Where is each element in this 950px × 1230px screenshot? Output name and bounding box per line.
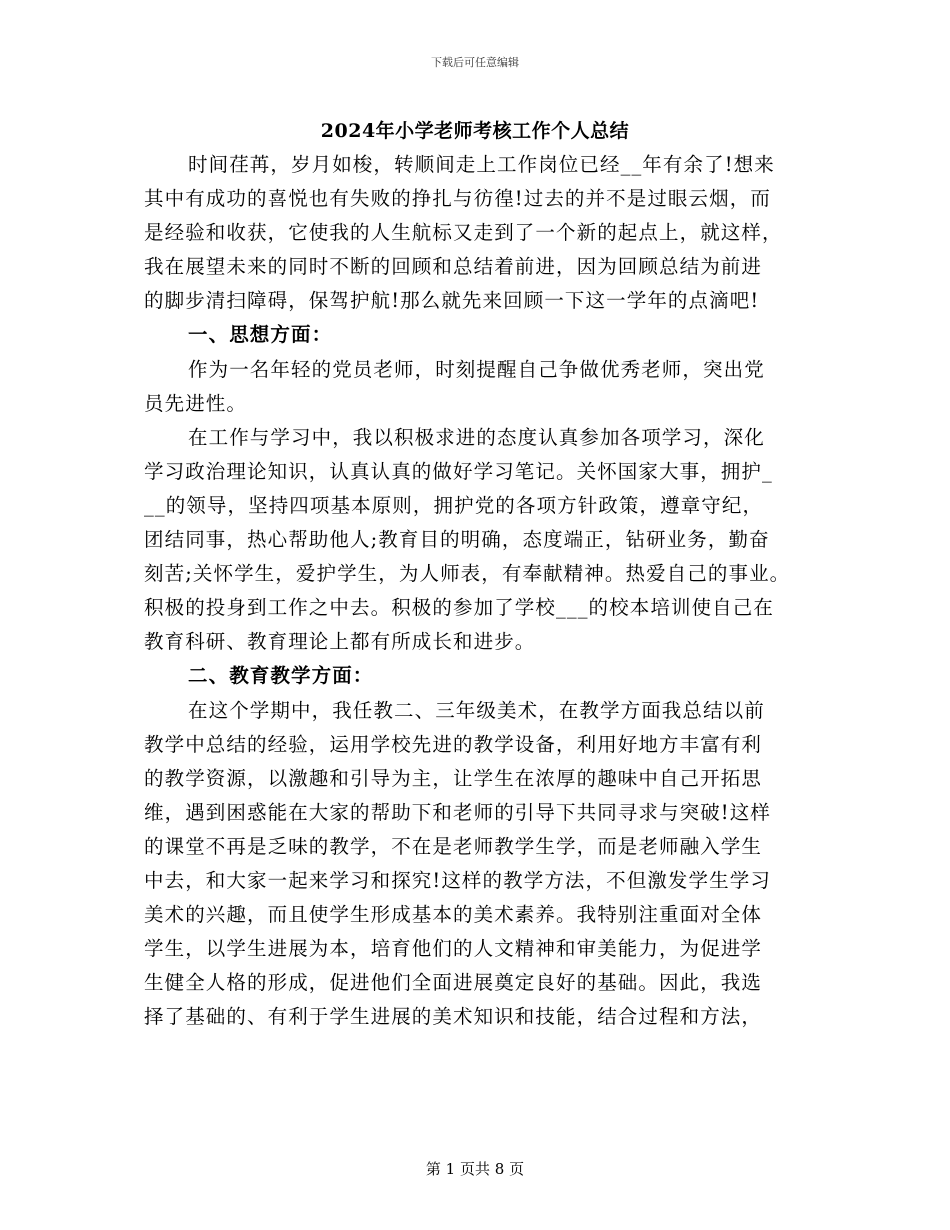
- paragraph-line: 其中有成功的喜悦也有失败的挣扎与彷徨!过去的并不是过眼云烟，而: [144, 187, 771, 211]
- paragraph-line: 择了基础的、有利于学生进展的美术知识和技能，结合过程和方法，: [144, 1005, 763, 1029]
- paragraph-line: 团结同事，热心帮助他人;教育目的明确，态度端正，钻研业务，勤奋: [144, 528, 770, 552]
- paragraph-line: 我在展望未来的同时不断的回顾和总结着前进，因为回顾总结为前进: [144, 255, 763, 279]
- paragraph-line: 作为一名年轻的党员老师，时刻提醒自己争做优秀老师，突出党: [188, 357, 765, 381]
- paragraph-line: 中去，和大家一起来学习和探究!这样的教学方法，不但激发学生学习: [144, 868, 771, 892]
- paragraph-line: 是经验和收获，它使我的人生航标又走到了一个新的起点上，就这样，: [144, 221, 783, 245]
- paragraph-line: 的课堂不再是乏味的教学，不在是老师教学生学，而是老师融入学生: [144, 834, 763, 858]
- paragraph-line: 的教学资源，以激趣和引导为主，让学生在浓厚的趣味中自己开拓思: [144, 766, 763, 790]
- paragraph-line: __的领导，坚持四项基本原则，拥护党的各项方针政策，遵章守纪，: [144, 493, 764, 517]
- document-body: [144, 148, 810, 1034]
- paragraph-line: 维，遇到困惑能在大家的帮助下和老师的引导下共同寻求与突破!这样: [144, 800, 771, 824]
- paragraph-line: 的脚步清扫障碍，保驾护航!那么就先来回顾一下这一学年的点滴吧!: [144, 289, 760, 313]
- document-title: 2024年小学老师考核工作个人总结: [320, 120, 630, 142]
- paragraph-line: 生健全人格的形成，促进他们全面进展奠定良好的基础。因此，我选: [144, 971, 763, 995]
- page-header: 下载后可任意编辑: [431, 56, 519, 69]
- section-heading: 一、思想方面：: [188, 323, 333, 347]
- paragraph-line: 在工作与学习中，我以积极求进的态度认真参加各项学习，深化: [188, 425, 765, 449]
- paragraph-line: 员先进性。: [144, 391, 248, 415]
- paragraph-line: 学习政治理论知识，认真认真的做好学习笔记。关怀国家大事，拥护_: [144, 459, 773, 483]
- paragraph-line: 教学中总结的经验，运用学校先进的教学设备，利用好地方丰富有利: [144, 732, 763, 756]
- paragraph-line: 教育科研、教育理论上都有所成长和进步。: [144, 630, 536, 654]
- paragraph-line: 积极的投身到工作之中去。积极的参加了学校___的校本培训使自己在: [144, 596, 774, 620]
- paragraph-line: 美术的兴趣，而且使学生形成基本的美术素养。我特别注重面对全体: [144, 903, 763, 927]
- section-heading: 二、教育教学方面：: [188, 664, 374, 688]
- paragraph-line: 时间荏苒，岁月如梭，转顺间走上工作岗位已经__年有余了!想来: [188, 153, 775, 176]
- paragraph-line: 刻苦;关怀学生，爱护学生，为人师表，有奉献精神。热爱自己的事业。: [144, 562, 791, 586]
- paragraph-line: 学生，以学生进展为本，培育他们的人文精神和审美能力，为促进学: [144, 937, 763, 961]
- paragraph-line: 在这个学期中，我任教二、三年级美术，在教学方面我总结以前: [188, 698, 765, 722]
- page-footer: 第 1 页共 8 页: [425, 1160, 525, 1178]
